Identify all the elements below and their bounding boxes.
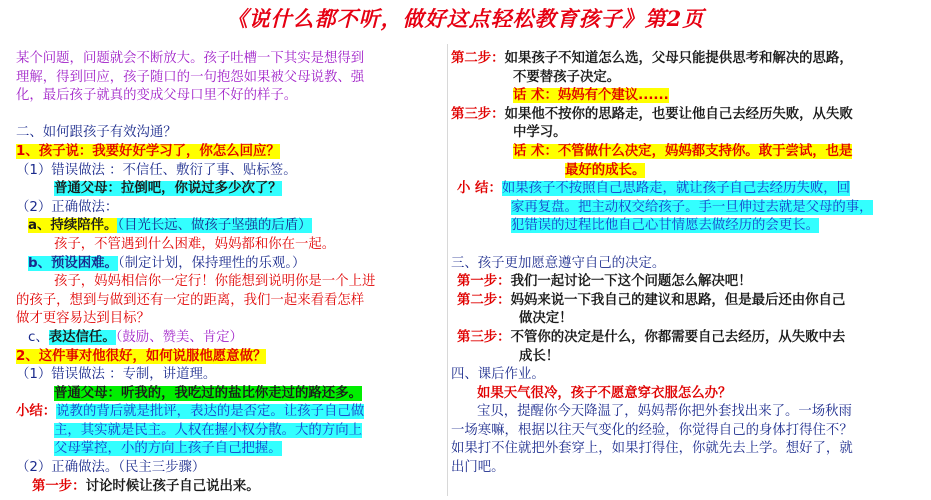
case1-a-line [16,217,440,236]
case2-wrong-example: 普通父母：听我的，我吃过的盐比你走过的路还多。 [54,385,362,401]
case1-b-desc: （制定计划，保持理性的乐观。） [117,255,306,271]
section-heading: 二、如何跟孩子有效沟通？ [16,125,177,141]
s3-step3-label: 第三步： [457,329,511,345]
step3-text: 如果他不按你的思路走，也要让他自己去经历失败，从失败 [504,106,853,122]
s3-step1-label: 第一步： [457,274,511,290]
summary-text: 主，其实就是民主。人权在握小权分散。大的方向上 [54,422,362,438]
case2-wrong-label: （1）错误做法 ：专制，讲道理。 [16,367,217,383]
s3-step2-text: 做决定！ [519,311,573,327]
section-heading: 四、课后作业。 [451,367,545,383]
right-column [451,50,921,478]
step3-label: 第三步： [451,106,505,122]
summary-label: 小 结： [457,181,502,197]
script2-line [451,143,921,162]
page-title: 《说什么都不听，做好这点轻松教育孩子》第2页 [226,6,705,31]
s3-step2-text: 妈妈来说一下我自己的建议和思路，但是最后还由你自己 [510,292,846,308]
homework-line: 宝贝，提醒你今天降温了，妈妈帮你把外套找出来了。一场秋雨 [477,404,852,420]
summary-text: 说教的背后就是批评，表达的是否定。让孩子自己做 [56,404,365,420]
intro-line: 理解，得到回应，孩子随口的一句抱怨如果被父母说教、强 [16,69,365,85]
summary-text: 父母掌控，小的方向上孩子自己把握。 [54,441,282,457]
case1-c-term: 表达信任。 [48,329,116,345]
step2-text: 不要替孩子决定。 [513,69,621,85]
case1-a-quote: 孩子，不管遇到什么困难，妈妈都和你在一起。 [54,236,336,252]
script2: 话 术：不管做什么决定，妈妈都支持你。敢于尝试，也是 [513,143,853,159]
summary-line [16,422,440,441]
step3-line [451,106,921,125]
case1-question: 1、孩子说：我要好好学习了，你怎么回应？ [16,143,280,159]
homework-question: 如果天气很冷，孩子不愿意穿衣服怎么办？ [477,385,732,401]
case1-b-quote-line: 做才更容易达到目标？ [16,311,150,327]
summary-line [451,217,921,236]
step2-label: 第二步： [451,51,505,66]
intro-line: 化，最后孩子就真的变成父母口里不好的样子。 [16,88,298,104]
step3-text: 中学习。 [513,125,567,141]
case1-b-quote-line: 的孩子，想到与做到还有一定的距离，我们一起来看看怎样 [16,292,365,308]
script1: 话 术：妈妈有个建议...... [513,88,669,104]
homework-line: 一场寒嘛，根据以往天气变化的经验，你觉得自己的身体打得住不？ [451,422,853,438]
step1-label: 第一步： [32,478,86,494]
step1-line [16,478,440,497]
case1-question-line [16,143,440,162]
column-divider [447,44,448,496]
summary-line [16,440,440,459]
summary-label: 小结： [16,404,57,420]
case1-wrong-example-line [16,180,440,199]
summary-text: 犯错误的过程比他自己心甘情愿去做经历的会更长。 [511,218,819,234]
step2-line [451,50,921,69]
summary-line [16,403,440,422]
step1-text: 讨论时候让孩子自己说出来。 [85,478,260,494]
left-column [16,50,440,496]
s3-step1-text: 我们一起讨论一下这个问题怎么解决吧！ [510,274,752,290]
case1-right-label: （2）正确做法： [16,199,119,215]
s3-step2-line [451,292,921,311]
section-heading: 三、孩子更加愿意遵守自己的决定。 [451,255,666,271]
case2-question-line [16,348,440,367]
homework-line: 出门吧。 [451,460,505,476]
script2: 最好的成长。 [565,162,646,178]
s3-step3-text: 成长！ [519,348,560,364]
intro-line: 某个问题，问题就会不断放大。孩子吐槽一下其实是想得到 [16,51,365,66]
case1-c-desc: （鼓励、赞美、肯定） [115,329,243,345]
case1-c-prefix: c、 [28,329,49,345]
s3-step1-line [451,273,921,292]
spacer [16,106,440,125]
step2-text: 如果孩子不知道怎么选，父母只能提供思考和解决的思路， [504,51,853,66]
case2-question: 2、这件事对他很好，如何说服他愿意做？ [16,348,267,364]
summary-text: 如果孩子不按照自己思路走，就让孩子自己去经历失败，回 [501,181,850,197]
summary-line [451,199,921,218]
script2-line [451,162,921,181]
s3-step3-line [451,329,921,348]
s3-step3-text: 不管你的决定是什么，你都需要自己去经历，从失败中去 [510,329,846,345]
summary-text: 家再复盘。把主动权交给孩子。手一旦伸过去就是父母的事， [511,199,873,215]
spacer [451,236,921,255]
case1-b-line [16,255,440,274]
case1-c-line [16,329,440,348]
s3-step2-label: 第二步： [457,292,511,308]
case1-b-quote-line: 孩子，妈妈相信你一定行！你能想到说明你是一个上进 [54,274,376,290]
case2-right-label: （2）正确做法。（民主三步骤） [16,460,206,476]
case1-b-term: b、预设困难。 [28,255,118,271]
script1-line [451,87,921,106]
case1-wrong-example: 普通父母：拉倒吧，你说过多少次了？ [54,181,282,197]
case1-a-desc: （目光长远、做孩子坚强的后盾） [117,218,312,234]
case2-wrong-example-line [16,385,440,404]
case1-wrong-label: （1）错误做法 ：不信任、敷衍了事、贴标签。 [16,162,297,178]
summary-line [451,180,921,199]
case1-a-term: a、持续陪伴。 [28,218,118,234]
homework-line: 如果打不住就把外套穿上，如果打得住，你就先去上学。想好了，就 [451,441,853,457]
